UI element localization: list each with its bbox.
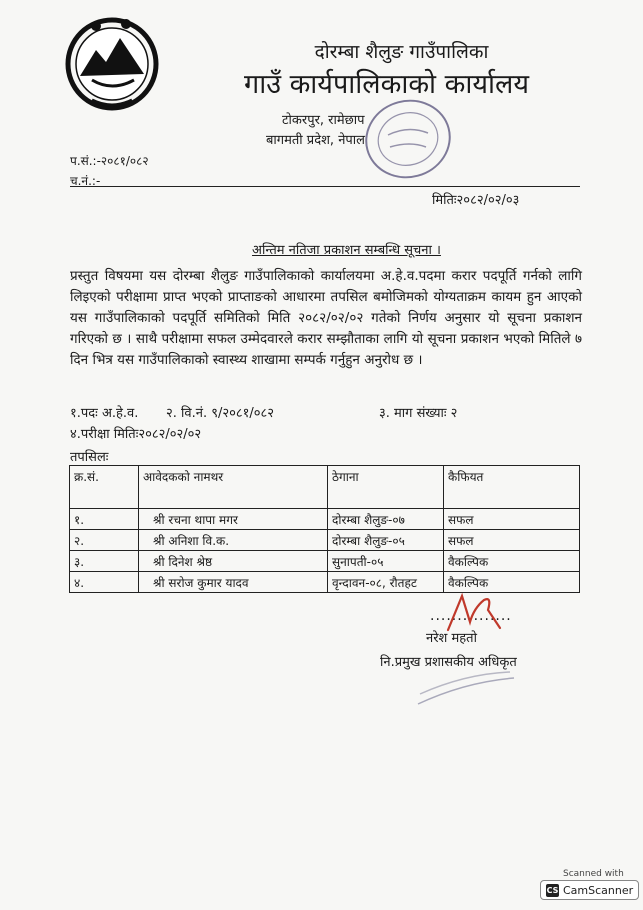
scanner-caption: Scanned with: [563, 869, 624, 879]
cell-remarks: सफल: [444, 530, 580, 551]
post-info: १.पदः अ.हे.व.: [70, 406, 139, 421]
camscanner-label: CamScanner: [563, 883, 634, 897]
col-applicant-name: आवेदकको नामथर: [139, 466, 328, 509]
results-table: [69, 465, 580, 593]
signature-line: ...............: [430, 608, 512, 624]
cell-remarks: वैकल्पिक: [444, 572, 580, 593]
cell-name: [139, 572, 328, 593]
exam-date: ४.परीक्षा मितिः२०८२/०२/०२: [70, 427, 202, 442]
cell-address: दोरम्बा शैलुङ-०७: [328, 509, 444, 530]
notice-subject-text: अन्तिम नतिजा प्रकाशन सम्बन्धि सूचना ।: [252, 243, 441, 258]
cell-name-text: श्री सरोज कुमार यादव: [153, 575, 249, 590]
cell-name-text: श्री रचना थापा मगर: [153, 512, 238, 527]
table-row: [70, 551, 580, 572]
cell-name: [139, 551, 328, 572]
camscanner-logo-icon: CS: [546, 885, 559, 895]
notice-subject: [0, 240, 643, 258]
address-line-2: बागमती प्रदेश, नेपाल: [266, 133, 365, 148]
cell-address: सुनापती-०५: [328, 551, 444, 572]
office-name: गाउँ कार्यपालिकाको कार्यालय: [244, 69, 529, 100]
cell-serial: ४.: [70, 572, 139, 593]
office-stamp-icon: [360, 95, 455, 183]
signatory-title: नि.प्रमुख प्रशासकीय अधिकृत: [380, 655, 517, 670]
signatory-name: नरेश महतो: [426, 631, 477, 646]
col-remarks: कैफियत: [444, 466, 580, 509]
cell-serial: २.: [70, 530, 139, 551]
municipality-name: दोरम्बा शैलुङ गाउँपालिका: [314, 41, 489, 63]
details-label: तपसिलः: [70, 450, 109, 465]
cell-name: [139, 509, 328, 530]
camscanner-badge: [540, 880, 639, 900]
cell-remarks: सफल: [444, 509, 580, 530]
cell-name-text: श्री अनिशा वि.क.: [153, 533, 230, 548]
reference-number: प.सं.:-२०८१/०८२: [70, 154, 149, 168]
address-line-1: टोकरपुर, रामेछाप: [282, 113, 365, 128]
cell-serial: १.: [70, 509, 139, 530]
header-divider: [70, 186, 580, 187]
demand-count: ३. माग संख्याः २: [379, 406, 458, 421]
cell-remarks: वैकल्पिक: [444, 551, 580, 572]
notice-body: प्रस्तुत विषयमा यस दोरम्बा शैलुङ गाउँपालिकाको कार्यालयमा अ.हे.व.पदमा करार पदपूर्ति गर्नको लागि लिइएको परीक्षामा प्राप्त भएको प्राप्ताङको आधारमा तपसिल बमोजिमको योग्यताक्रम कायम हुन आएको यस गाउँपालिकाको पदपूर्ति समितिको मिति २०८२/०२/०२ गतेको निर्णय अनुसार यो सूचना प्रकाशन गरिएको छ । साथै परीक्षामा सफल उम्मेदवारले करार सम्झौताका लागि यो सूचना प्रकाशन भएको मितिले ७ दिन भित्र यस गाउँपालिकाको स्वास्थ्य शाखामा सम्पर्क गर्नुहुन अनुरोध छ ।: [70, 268, 582, 368]
table-row: [70, 530, 580, 551]
col-address: ठेगाना: [328, 466, 444, 509]
dispatch-number: च.नं.:-: [70, 174, 101, 188]
table-header-row: [70, 466, 580, 509]
advertisement-number: २. वि.नं. ९/२०८१/०८२: [166, 406, 275, 421]
cell-serial: ३.: [70, 551, 139, 572]
issue-date: मितिः२०८२/०२/०३: [432, 193, 520, 208]
cell-address: वृन्दावन-०८, रौतहट: [328, 572, 444, 593]
table-row: [70, 509, 580, 530]
col-serial: क्र.सं.: [70, 466, 139, 509]
cell-address: दोरम्बा शैलुङ-०५: [328, 530, 444, 551]
cell-name-text: श्री दिनेश श्रेष्ठ: [153, 554, 213, 569]
cell-name: [139, 530, 328, 551]
officer-stamp-icon: [410, 668, 520, 714]
